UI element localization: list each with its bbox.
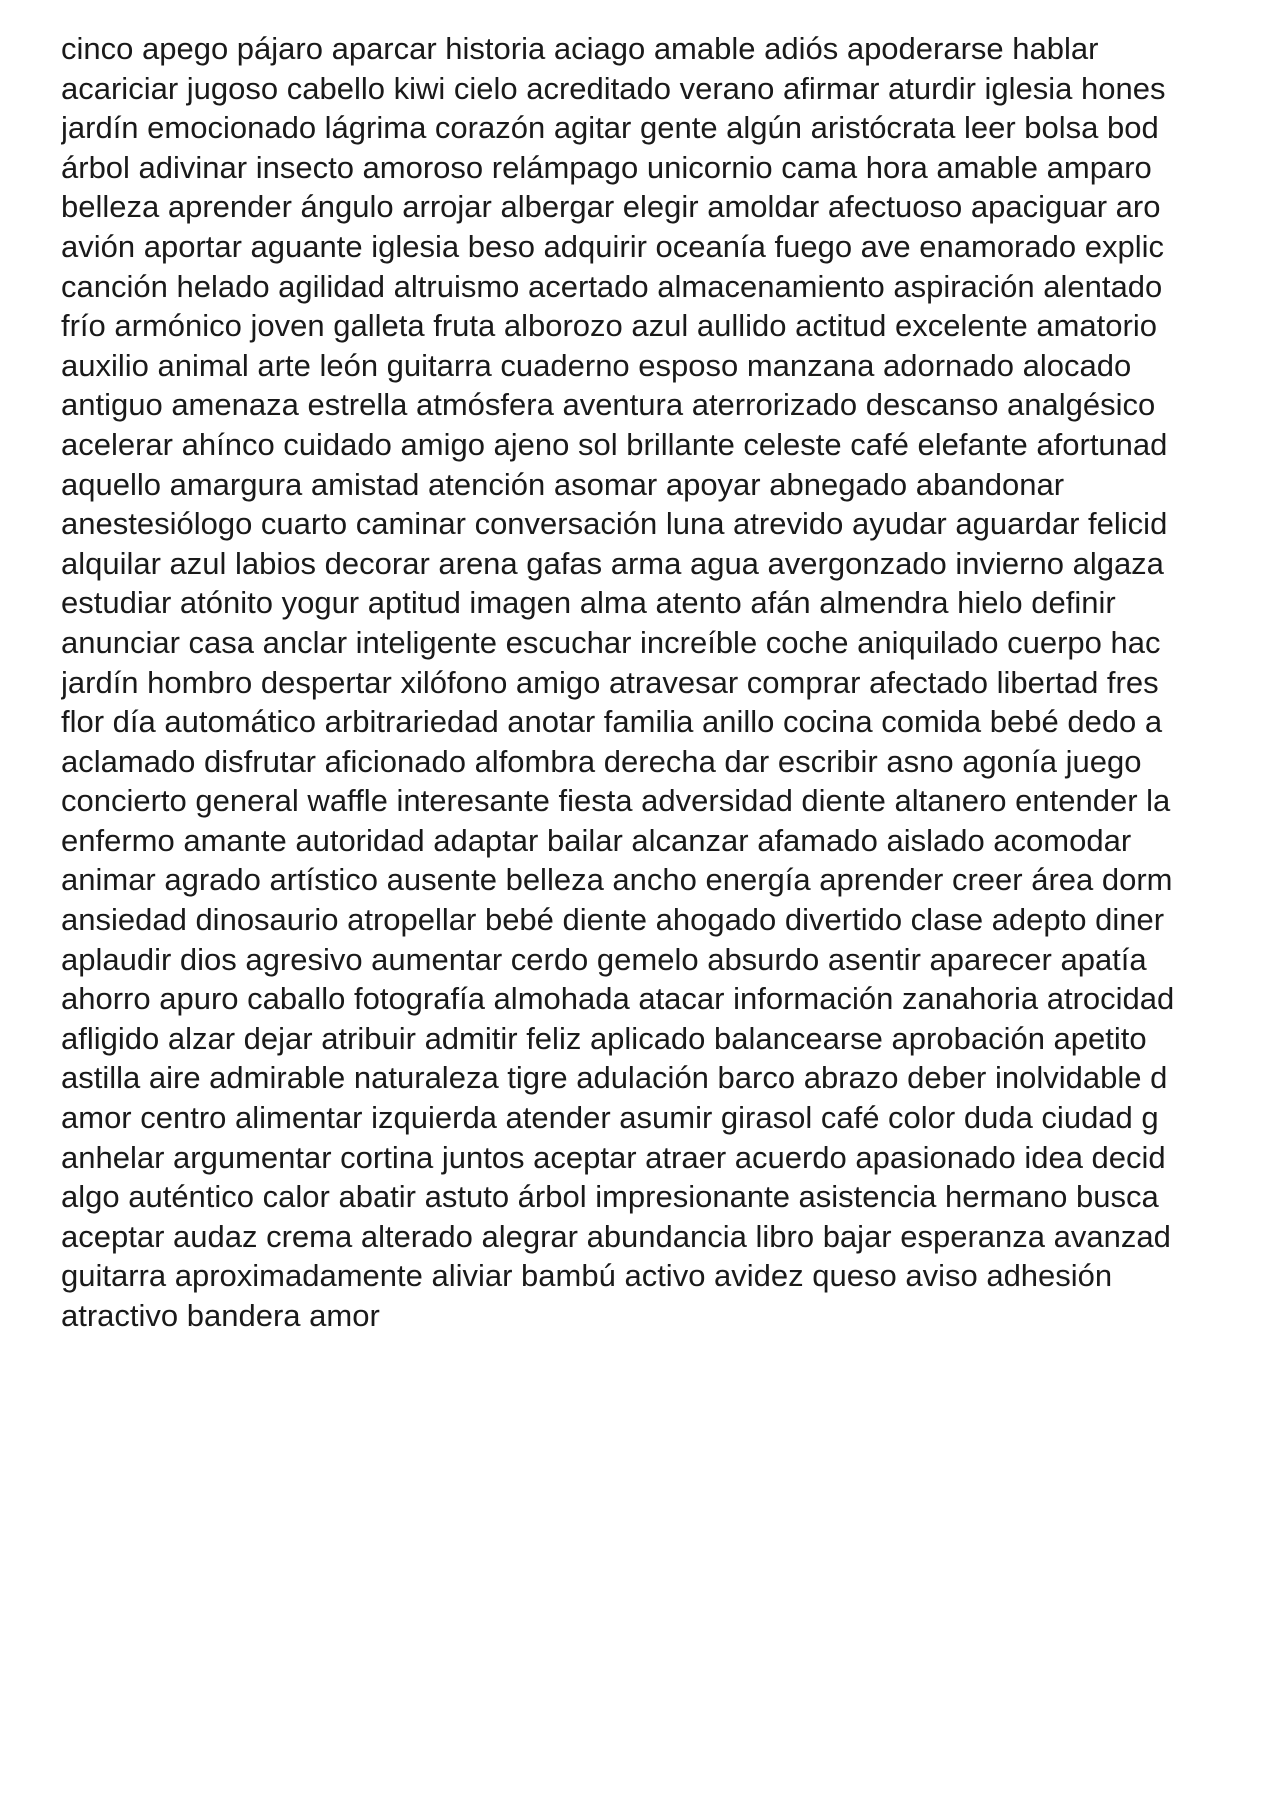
text-line: amor centro alimentar izquierda atender asumir girasol café color duda ciudad g (61, 1100, 1159, 1136)
text-line: aquello amargura amistad atención asomar apoyar abnegado abandonar (61, 466, 1065, 502)
text-line: aceptar audaz crema alterado alegrar abundancia libro bajar esperanza avanzad (61, 1218, 1171, 1254)
text-line: belleza aprender ángulo arrojar albergar elegir amoldar afectuoso apaciguar aro (61, 189, 1161, 225)
text-line: acelerar ahínco cuidado amigo ajeno sol brillante celeste café elefante afortunad (61, 426, 1168, 462)
text-line: anhelar argumentar cortina juntos aceptar atraer acuerdo apasionado idea decid (61, 1139, 1166, 1175)
text-line: cinco apego pájaro aparcar historia aciago amable adiós apoderarse hablar (61, 31, 1099, 66)
text-line: atractivo bandera amor (61, 1298, 380, 1333)
text-line: avión aportar aguante iglesia beso adquirir oceanía fuego ave enamorado explic (61, 228, 1164, 264)
text-line: antiguo amenaza estrella atmósfera aventura aterrorizado descanso analgésico (61, 387, 1156, 423)
text-line: flor día automático arbitrariedad anotar familia anillo cocina comida bebé dedo a (61, 704, 1163, 740)
body-text (61, 29, 1280, 1336)
text-line: alquilar azul labios decorar arena gafas arma agua avergonzado invierno algaza (61, 545, 1164, 581)
text-line: auxilio animal arte león guitarra cuaderno esposo manzana adornado alocado (61, 347, 1132, 383)
text-line: aclamado disfrutar aficionado alfombra derecha dar escribir asno agonía juego (61, 743, 1142, 779)
text-line: canción helado agilidad altruismo acertado almacenamiento aspiración alentado (61, 268, 1163, 304)
text-line: ahorro apuro caballo fotografía almohada atacar información zanahoria atrocidad (61, 981, 1175, 1017)
text-line: jardín hombro despertar xilófono amigo atravesar comprar afectado libertad fres (61, 664, 1159, 700)
text-line: aplaudir dios agresivo aumentar cerdo gemelo absurdo asentir aparecer apatía (61, 941, 1147, 977)
text-line: afligido alzar dejar atribuir admitir feliz aplicado balancearse aprobación apetito (61, 1020, 1147, 1056)
text-line: guitarra aproximadamente aliviar bambú activo avidez queso aviso adhesión (61, 1258, 1113, 1294)
text-line: jardín emocionado lágrima corazón agitar gente algún aristócrata leer bolsa bod (61, 110, 1159, 146)
text-line: acariciar jugoso cabello kiwi cielo acreditado verano afirmar aturdir iglesia hones (61, 70, 1166, 106)
text-line: concierto general waffle interesante fiesta adversidad diente altanero entender la (61, 783, 1171, 819)
text-line: frío armónico joven galleta fruta alborozo azul aullido actitud excelente amatorio (61, 308, 1157, 344)
text-line: algo auténtico calor abatir astuto árbol impresionante asistencia hermano busca (61, 1179, 1159, 1215)
text-line: animar agrado artístico ausente belleza ancho energía aprender creer área dorm (61, 862, 1173, 898)
text-line: anunciar casa anclar inteligente escuchar increíble coche aniquilado cuerpo hac (61, 624, 1161, 660)
text-line: ansiedad dinosaurio atropellar bebé diente ahogado divertido clase adepto diner (61, 902, 1165, 938)
text-line: estudiar atónito yogur aptitud imagen alma atento afán almendra hielo definir (61, 585, 1116, 621)
text-line: anestesiólogo cuarto caminar conversación luna atrevido ayudar aguardar felicid (61, 506, 1168, 542)
text-line: árbol adivinar insecto amoroso relámpago unicornio cama hora amable amparo (61, 149, 1152, 185)
text-line: astilla aire admirable naturaleza tigre adulación barco abrazo deber inolvidable d (61, 1060, 1168, 1096)
text-line: enfermo amante autoridad adaptar bailar alcanzar afamado aislado acomodar (61, 822, 1132, 858)
